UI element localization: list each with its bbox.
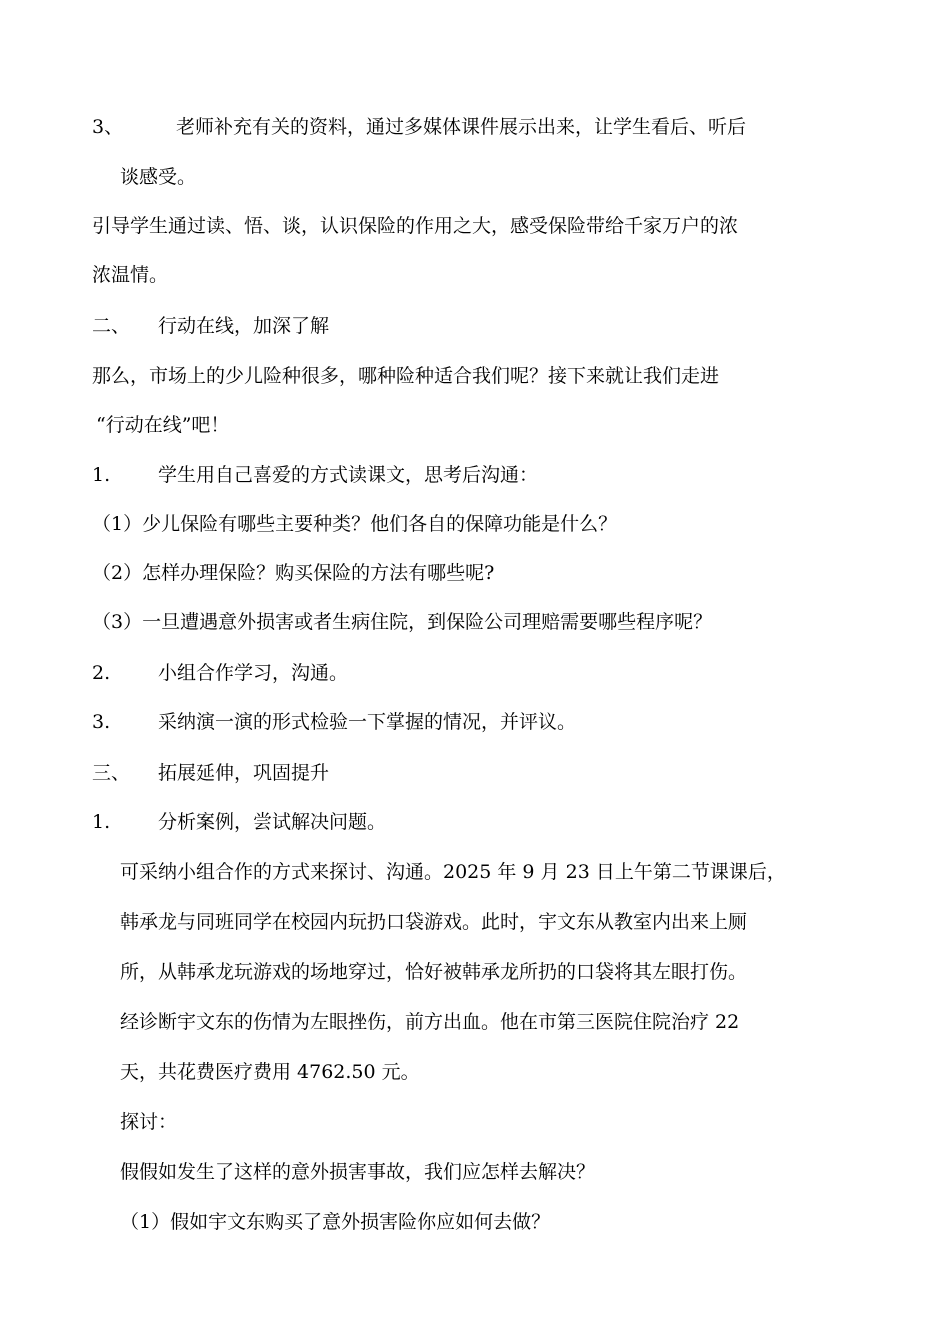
list-item: 小组合作学习，沟通。 xyxy=(158,662,349,684)
case-text: 经诊断宇文东的伤情为左眼挫伤，前方出血。他在市第三医院住院治疗 22 xyxy=(120,1011,740,1033)
section-heading-number: 二、 xyxy=(92,315,131,337)
section-heading: 拓展延伸，巩固提升 xyxy=(158,762,330,784)
question-item: （3）一旦遭遇意外损害或者生病住院，到保险公司理赔需要哪些程序呢？ xyxy=(92,611,713,633)
list-item: 学生用自己喜爱的方式读课文，思考后沟通： xyxy=(158,464,539,486)
section-heading: 行动在线，加深了解 xyxy=(158,315,330,337)
list-item-number: 1. xyxy=(92,811,111,833)
section-heading-number: 三、 xyxy=(92,762,131,784)
list-item-number: 2. xyxy=(92,662,111,684)
list-item: 采纳演一演的形式检验一下掌握的情况，并评议。 xyxy=(158,711,577,733)
case-text: 可采纳小组合作的方式来探讨、沟通。2025 年 9 月 23 日上午第二节课课后， xyxy=(120,861,786,883)
question-item: （1）少儿保险有哪些主要种类？他们各自的保障功能是什么？ xyxy=(92,513,618,535)
discussion-label: 探讨： xyxy=(120,1111,178,1133)
question-item: （2）怎样办理保险？购买保险的方法有哪些呢? xyxy=(92,562,495,584)
item-number: 3、 xyxy=(92,116,124,138)
item-3-text-cont: 谈感受。 xyxy=(120,166,197,188)
discussion-question: 假假如发生了这样的意外损害事故，我们应怎样去解决？ xyxy=(120,1161,596,1183)
list-item: 分析案例，尝试解决问题。 xyxy=(158,811,387,833)
list-item-number: 1. xyxy=(92,464,111,486)
paragraph-cont: 浓温情。 xyxy=(92,264,169,286)
discussion-item: （1）假如宇文东购买了意外损害险你应如何去做？ xyxy=(120,1211,551,1233)
paragraph: 引导学生通过读、悟、谈，认识保险的作用之大，感受保险带给千家万户的浓 xyxy=(92,215,739,237)
list-item-number: 3. xyxy=(92,711,111,733)
case-text: 天，共花费医疗费用 4762.50 元。 xyxy=(120,1061,420,1083)
item-3-text: 老师补充有关的资料，通过多媒体课件展示出来，让学生看后、听后 xyxy=(176,116,747,138)
case-text: 所，从韩承龙玩游戏的场地穿过，恰好被韩承龙所扔的口袋将其左眼打伤。 xyxy=(120,961,748,983)
item-3 xyxy=(92,114,123,140)
paragraph: 那么，市场上的少儿险种很多，哪种险种适合我们呢？接下来就让我们走进 xyxy=(92,365,720,387)
case-text: 韩承龙与同班同学在校园内玩扔口袋游戏。此时，宇文东从教室内出来上厕 xyxy=(120,911,748,933)
paragraph-cont: “行动在线”吧！ xyxy=(96,414,230,436)
